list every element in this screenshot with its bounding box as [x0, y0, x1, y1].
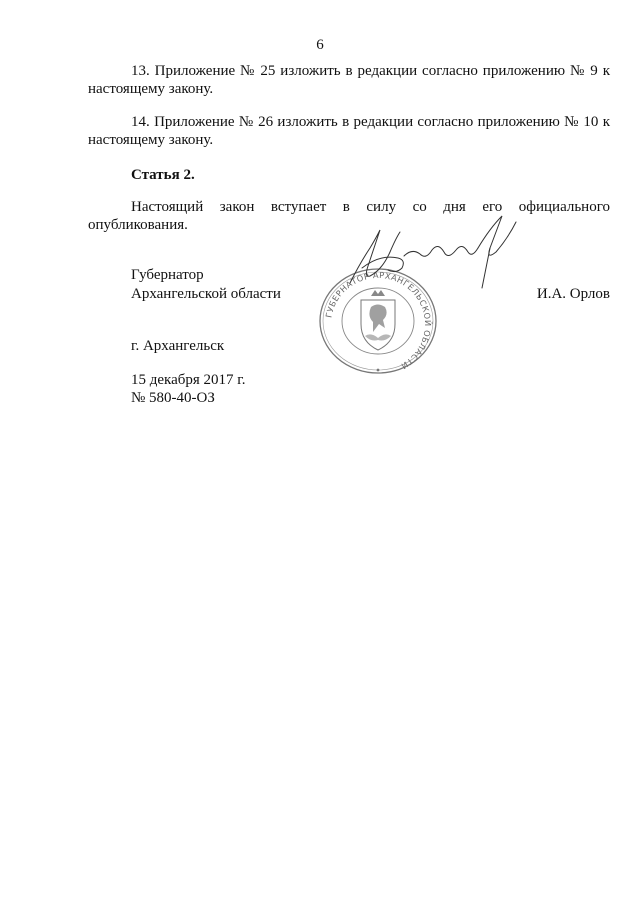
signer-position-line1: Губернатор: [131, 267, 204, 283]
law-number: № 580-40-ОЗ: [131, 390, 215, 406]
article-heading: Статья 2.: [131, 167, 195, 183]
seal-ring-text: ГУБЕРНАТОР АРХАНГЕЛЬСКОЙ ОБЛАСТИ: [323, 269, 434, 372]
city: г. Архангельск: [131, 338, 225, 354]
article-text: Настоящий закон вступает в силу со дня его официального опубликования.: [88, 199, 610, 233]
list-item-text: 14. Приложение № 26 изложить в редакции согласно приложению № 10 к настоящему закону.: [88, 114, 610, 148]
list-item-13: [88, 62, 610, 98]
list-item-text: 13. Приложение № 25 изложить в редакции согласно приложению № 9 к настоящему закону.: [88, 63, 610, 97]
date: 15 декабря 2017 г.: [131, 372, 246, 388]
signature-icon: [340, 208, 530, 293]
signer-position-line2: Архангельской области: [131, 286, 281, 302]
signer-name: И.А. Орлов: [536, 286, 610, 302]
list-item-14: [88, 113, 610, 149]
page-number: 6: [316, 37, 324, 53]
